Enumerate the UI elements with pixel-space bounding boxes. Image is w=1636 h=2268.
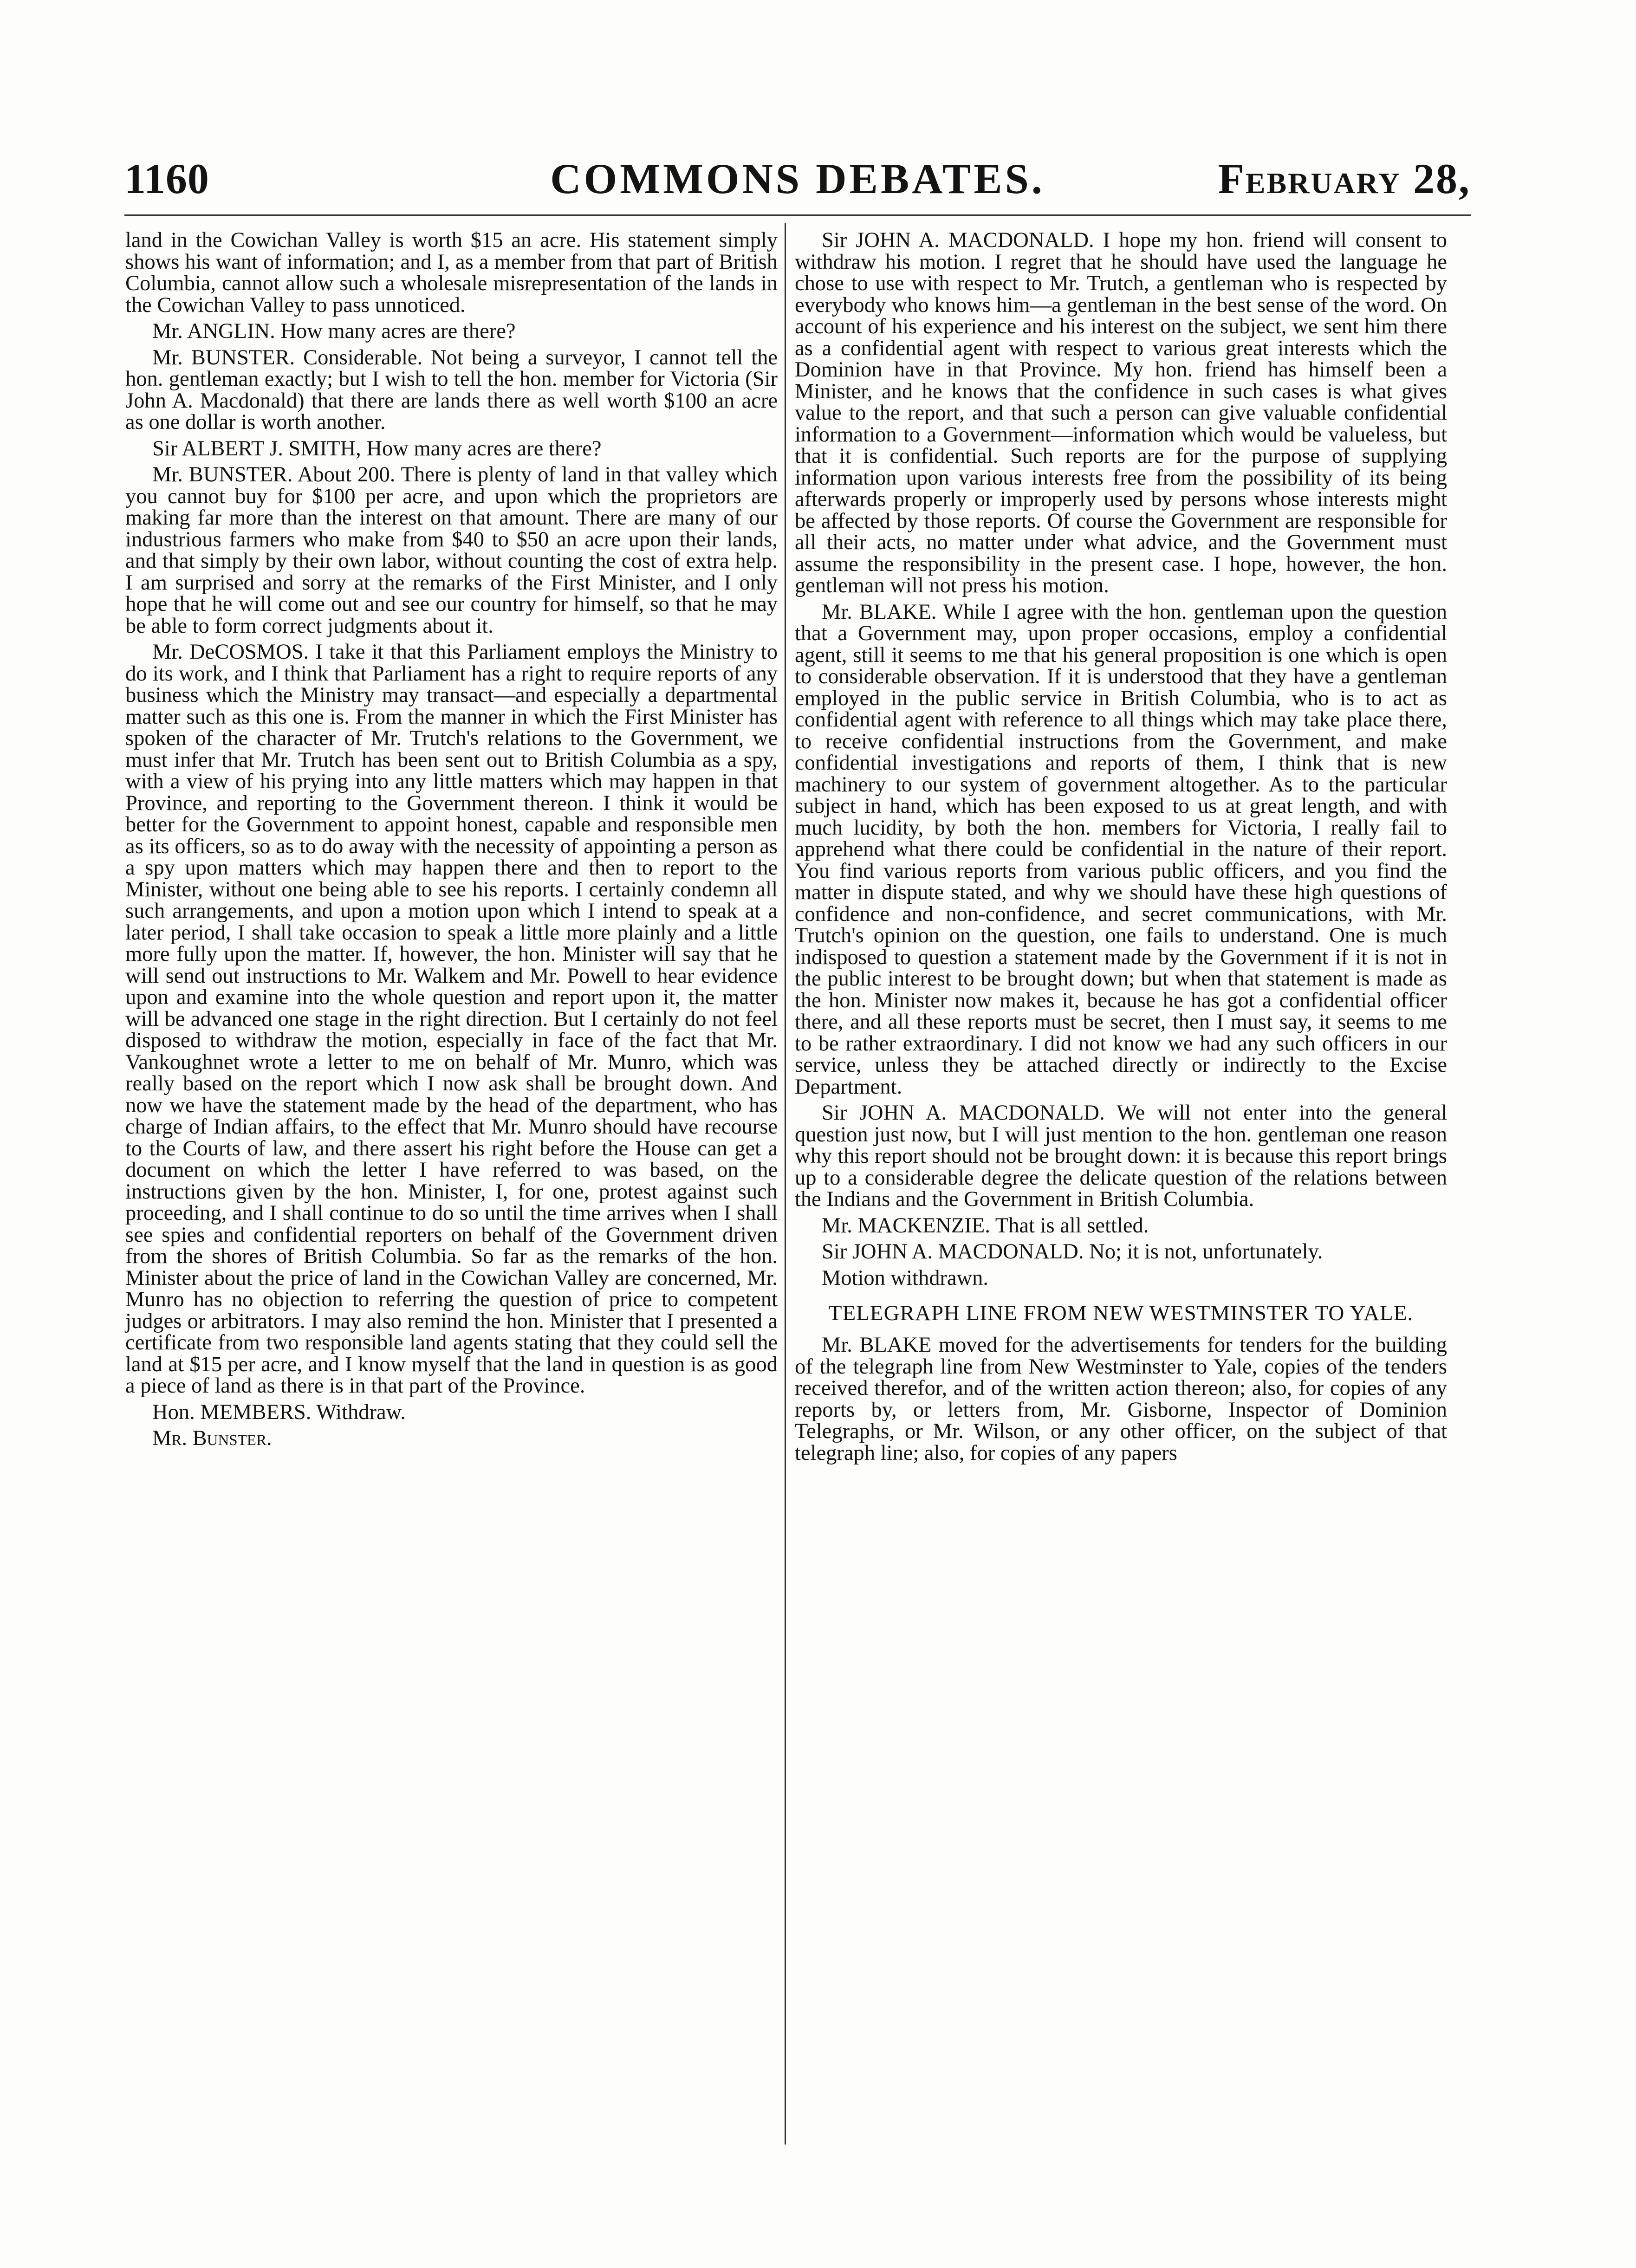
paragraph <box>795 1241 1447 1263</box>
speaker-name: Sir JOHN A. MACDONALD. <box>822 1240 1084 1264</box>
paragraph-text: No; it is not, unfortunately. <box>1089 1240 1323 1264</box>
paragraph <box>125 230 778 316</box>
column-divider <box>785 223 786 2145</box>
paragraph-text: About 200. There is plenty of land in that valley which you cannot buy for $100 per acre, and upon which the proprietors are making far more than the interest on that amount. There are many of our industrious farmers who make from $40 to $50 an acre upon their lands, and that simply by their own labor, without counting the cost of extra help. I am surprised and sorry at the remarks of the First Minister, and I only hope that he will come out and see our country for himself, so that he may be able to form correct judgments about it. <box>125 463 778 638</box>
paragraph-text: That is all settled. <box>995 1213 1149 1238</box>
paragraph <box>125 438 778 460</box>
paragraph <box>795 602 1447 1098</box>
speaker-name: Mr. BUNSTER. <box>152 345 295 369</box>
header-rule <box>124 214 1471 216</box>
paragraph-text: How many acres are there? <box>366 436 602 460</box>
catchword: Mr. Bunster. <box>152 1426 272 1450</box>
paragraph <box>125 1402 778 1424</box>
paragraph <box>795 1102 1447 1211</box>
speaker-name: Sir JOHN A. MACDONALD. <box>822 1101 1105 1125</box>
section-heading: TELEGRAPH LINE FROM NEW WESTMINSTER TO YALE. <box>828 1301 1414 1325</box>
paragraph <box>125 642 778 1397</box>
paragraph-text: land in the Cowichan Valley is worth $15 an acre. His statement simply shows his want of information; and I, as a member from that part of British Columbia, cannot allow such a wholesale misrepresentation of the lands in the Cowichan Valley to pass unnoticed. <box>125 228 778 317</box>
paragraph-text: I take it that this Parliament employs the Ministry to do its work, and I think that Parliament has a right to require reports of any business which the Ministry may transact—and especially a departmental matter such as this one is. From the manner in which the First Minister has spoken of the character of Mr. Trutch's relations to the Government, we must infer that Mr. Trutch has been sent out to British Columbia as a spy, with a view of his prying into any little matters which may happen in that Province, and reporting to the Government thereon. I think it would be better for the Government to appoint honest, capable and responsible men as its officers, so as to do away with the necessity of appointing a person as a spy upon matters which may happen there and then to report to the Minister, without one being able to see his reports. I certainly condemn all such arrangements, and upon a motion upon which I intend to speak at a later period, I shall take occasion to speak a little more plainly and a little more fully upon the matter. If, however, the hon. Minister will say that he will send out instructions to Mr. Walkem and Mr. Powell to hear evidence upon and examine into the whole question and report upon it, the matter will be advanced one stage in the right direction. But I certainly do not feel disposed to withdraw the motion, especially in face of the fact that Mr. Vankoughnet wrote a letter to me on behalf of Mr. Munro, which was really based on the report which I now ask shall be brought down. And now we have the statement made by the head of the department, who has charge of Indian affairs, to the effect that Mr. Munro should have recourse to the Courts of law, and there assert his right before the House can get a document on which the letter I have referred to was based, on the instructions given by the hon. Minister, I, for one, protest against such proceeding, and I shall continue to do so until the time arrives when I shall see spies and confidential reporters on behalf of the Government driven from the shores of British Columbia. So far as the remarks of the hon. Minister about the price of land in the Cowichan Valley are concerned, Mr. Munro has no objection to referring the question of price to competent judges or arbitrators. I may also remind the hon. Minister that I presented a certificate from two responsible land agents stating that they could sell the land at $15 per acre, and I know myself that the land in question is as good a piece of land as there is in that part of the Province. <box>125 640 778 1398</box>
page-date: February 28, <box>1218 155 1471 202</box>
speaker-name: Hon. MEMBERS. <box>152 1400 312 1424</box>
page-header <box>124 153 1471 209</box>
speaker-name: Sir ALBERT J. SMITH, <box>152 436 361 460</box>
speaker-name: Sir JOHN A. MACDONALD. <box>822 228 1094 252</box>
paragraph-text: Motion withdrawn. <box>822 1266 989 1290</box>
paragraph <box>125 347 778 434</box>
paragraph <box>795 1268 1447 1290</box>
speaker-name: Mr. BLAKE. <box>822 600 937 624</box>
paragraph <box>125 321 778 343</box>
left-column <box>125 230 778 1450</box>
paragraph-text: We will not enter into the general question just now, but I will just mention to the hon. gentleman one reason why this report should not be brought down: it is because this report brings up to a considerable degree the delicate question of the relations between the Indians and the Government in British Columbia. <box>795 1101 1447 1211</box>
paragraph-text: How many acres are there? <box>280 319 516 343</box>
speaker-name: Mr. DeCOSMOS. <box>152 640 309 664</box>
paragraph <box>795 1215 1447 1237</box>
paragraph <box>795 230 1447 597</box>
paragraph-text: moved for the advertisements for tenders for the building of the telegraph line from New Westminster to Yale, copies of the tenders received therefor, and of the written action thereon; also, for copies of any reports by, or letters from, Mr. Gisborne, Inspector of Dominion Telegraphs, or Mr. Wilson, or any other officer, on the subject of that telegraph line; also, for copies of any papers <box>795 1333 1448 1465</box>
paragraph-text: While I agree with the hon. gentleman upon the question that a Government may, upon proper occasions, employ a confidential agent, still it seems to me that his general proposition is one which is open to considerable observation. If it is understood that they have a gentleman employed in the public service in British Columbia, who is to act as confidential agent with reference to all things which may take place there, to receive confidential instructions from the Government, and make confidential investigations and reports of them, I think that is new machinery to our system of government altogether. As to the particular subject in hand, which has been exposed to us at great length, and with much lucidity, by both the hon. members for Victoria, I really fail to apprehend what there could be confidential in the nature of their report. You find various reports from various public officers, and you find the matter in dispute stated, and why we should have these high questions of confidence and non-confidence, and secret communications, with Mr. Trutch's opinion on the question, one fails to understand. One is much indisposed to question a statement made by the Government if it is not in the public interest to be brought down; but when that statement is made as the hon. Minister now makes it, because he has got a confidential officer there, and all these reports must be secret, then I must say, it seems to me to be rather extraordinary. I did not know we had any such officers in our service, unless they be attached directly or indirectly to the Excise Department. <box>795 600 1447 1099</box>
page-title: COMMONS DEBATES. <box>550 155 1045 202</box>
speaker-name: Mr. MACKENZIE. <box>822 1213 990 1238</box>
paragraph-text: Considerable. Not being a surveyor, I cannot tell the hon. gentleman exactly; but I wish to tell the hon. member for Victoria (Sir John A. Macdonald) that there are lands there as well worth $100 an acre as one dollar is worth another. <box>125 345 778 434</box>
page-number: 1160 <box>124 155 209 202</box>
speaker-name: Mr. ANGLIN. <box>152 319 275 343</box>
speaker-name: Mr. BLAKE <box>822 1333 932 1357</box>
paragraph <box>795 1335 1447 1464</box>
paragraph <box>125 464 778 637</box>
paragraph-text: Withdraw. <box>316 1400 406 1424</box>
speaker-name: Mr. BUNSTER. <box>152 463 293 486</box>
paragraph-text: I hope my hon. friend will consent to withdraw his motion. I regret that he should have used the language he chose to use with respect to Mr. Trutch, a gentleman who is respected by everybody who knows him—a gentleman in the best sense of the word. On account of his experience and his interest on the subject, we sent him there as a confidential agent with respect to various great interests which the Dominion have in that Province. My hon. friend has himself been a Minister, and he knows that the confidence in such cases is what gives value to the report, and that such a person can give valuable confidential information to a Government—information which would be valueless, but that it is confidential. Such reports are for the purpose of supplying information upon various interests free from the possibility of its being afterwards properly or improperly used by persons whose interests might be affected by those reports. Of course the Government are responsible for all their acts, no matter under what advice, and the Government must assume the responsibility in the present case. I hope, however, the hon. gentleman will not press his motion. <box>795 228 1447 597</box>
right-column <box>795 230 1447 1469</box>
